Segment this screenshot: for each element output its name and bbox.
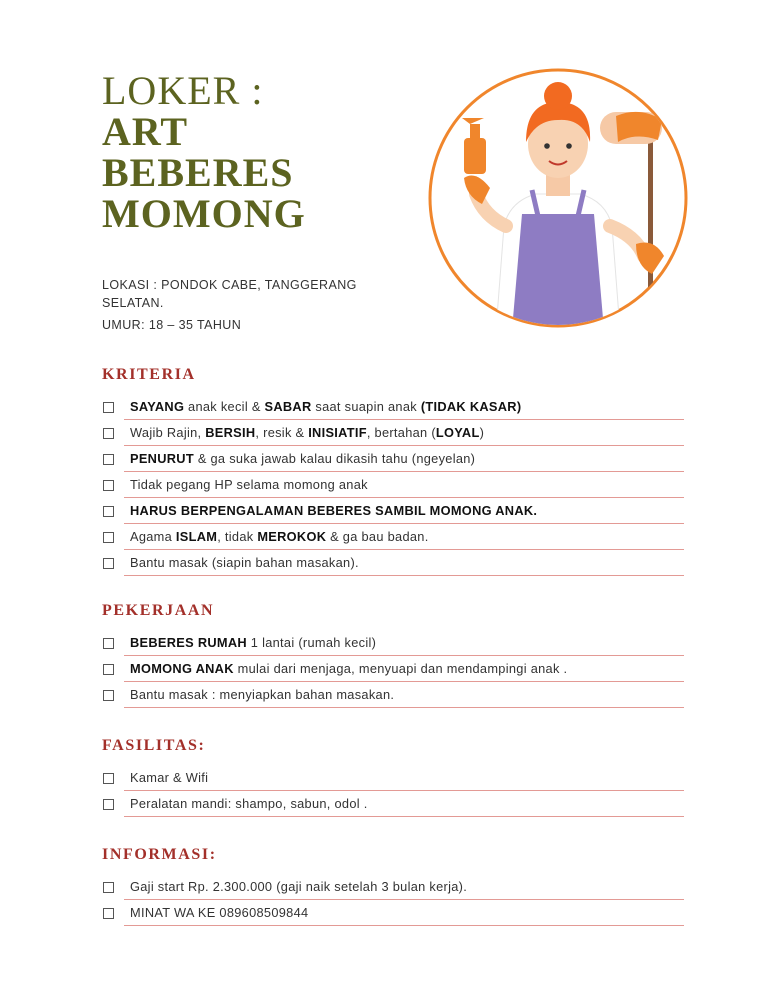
text-segment: Kamar & Wifi [130, 770, 209, 785]
title-line-3: BEBERES [102, 150, 294, 195]
checklist-item [102, 874, 684, 900]
checkbox-icon [103, 506, 114, 517]
bold-segment: MEROKOK [257, 529, 327, 544]
checklist-item [102, 682, 684, 708]
checklist-item-text [130, 791, 368, 817]
title-line-1: LOKER : [102, 68, 264, 113]
text-segment: , tidak [217, 529, 258, 544]
checklist-item [102, 791, 684, 817]
checklist-item [102, 472, 684, 498]
text-segment: Gaji start Rp. 2.300.000 (gaji naik setelah 3 bulan kerja). [130, 879, 468, 894]
checkbox-icon [103, 428, 114, 439]
checklist-item-text [130, 446, 475, 472]
bold-segment: HARUS BERPENGALAMAN BEBERES SAMBIL MOMONG ANAK. [130, 503, 538, 518]
text-segment: MINAT WA KE 089608509844 [130, 905, 309, 920]
bold-segment: PENURUT [130, 451, 194, 466]
checklist [102, 874, 684, 926]
checklist-item [102, 550, 684, 576]
text-segment: , bertahan ( [366, 425, 436, 440]
checkbox-icon [103, 664, 114, 675]
text-segment: Bantu masak : menyiapkan bahan masakan. [130, 687, 395, 702]
flyer-title [102, 70, 432, 234]
section-heading: PEKERJAAN [102, 602, 215, 619]
checklist-item-text [130, 498, 537, 524]
title-line-4: MOMONG [102, 191, 306, 236]
age-text: UMUR: 18 – 35 TAHUN [102, 318, 242, 332]
checkbox-icon [103, 773, 114, 784]
text-segment: 1 lantai (rumah kecil) [246, 635, 377, 650]
bold-segment: (TIDAK KASAR) [420, 399, 522, 414]
checklist-item-text [130, 472, 368, 498]
bold-segment: BERSIH [205, 425, 256, 440]
text-segment: Agama [130, 529, 176, 544]
job-info [102, 276, 402, 334]
checklist-item-text [130, 550, 359, 576]
text-segment: ) [479, 425, 485, 440]
checkbox-icon [103, 454, 114, 465]
checkbox-icon [103, 908, 114, 919]
section-fasilitas [102, 735, 684, 817]
checkbox-icon [103, 480, 114, 491]
bold-segment: ISLAM [175, 529, 218, 544]
text-segment: , resik & [255, 425, 309, 440]
section-pekerjaan [102, 600, 684, 708]
checkbox-icon [103, 690, 114, 701]
checkbox-icon [103, 799, 114, 810]
checkbox-icon [103, 402, 114, 413]
text-segment: Bantu masak (siapin bahan masakan). [130, 555, 359, 570]
text-segment: anak kecil & [184, 399, 265, 414]
checklist-item [102, 630, 684, 656]
bold-segment: MOMONG ANAK [130, 661, 234, 676]
checklist [102, 394, 684, 576]
checklist-item [102, 765, 684, 791]
text-segment: mulai dari menjaga, menyuapi dan mendampingi anak . [233, 661, 568, 676]
bold-segment: SABAR [264, 399, 312, 414]
checkbox-icon [103, 638, 114, 649]
checklist-item-text [130, 900, 308, 926]
bold-segment: SAYANG [130, 399, 185, 414]
checklist-item [102, 524, 684, 550]
checklist-item-text [130, 420, 484, 446]
checkbox-icon [103, 532, 114, 543]
checklist-item [102, 420, 684, 446]
checklist-item-text [130, 874, 467, 900]
checkbox-icon [103, 558, 114, 569]
checklist-item [102, 900, 684, 926]
section-kriteria [102, 364, 684, 576]
checkbox-icon [103, 882, 114, 893]
checklist-item-text [130, 656, 567, 682]
bold-segment: LOYAL [435, 425, 480, 440]
bold-segment: BEBERES RUMAH [130, 635, 247, 650]
checklist-item-text [130, 394, 521, 420]
location-text: LOKASI : PONDOK CABE, TANGGERANG SELATAN. [102, 278, 357, 310]
text-segment: Tidak pegang HP selama momong anak [130, 477, 368, 492]
text-segment: & ga bau badan. [326, 529, 429, 544]
item-divider [124, 575, 684, 576]
text-segment: & ga suka jawab kalau dikasih tahu (ngeyelan) [193, 451, 476, 466]
section-heading: KRITERIA [102, 366, 196, 383]
checklist-item [102, 446, 684, 472]
checklist-item-text [130, 682, 394, 708]
checklist [102, 630, 684, 708]
bold-segment: INISIATIF [308, 425, 367, 440]
section-informasi [102, 844, 684, 926]
checklist-item-text [130, 765, 208, 791]
text-segment: saat suapin anak [311, 399, 421, 414]
item-divider [124, 925, 684, 926]
checklist [102, 765, 684, 817]
item-divider [124, 816, 684, 817]
section-heading: INFORMASI: [102, 846, 217, 863]
section-heading: FASILITAS: [102, 737, 206, 754]
item-divider [124, 707, 684, 708]
checklist-item-text [130, 524, 429, 550]
text-segment: Peralatan mandi: shampo, sabun, odol . [130, 796, 368, 811]
checklist-item [102, 656, 684, 682]
checklist-item [102, 394, 684, 420]
text-segment: Wajib Rajin, [130, 425, 206, 440]
title-line-2: ART [102, 109, 189, 154]
checklist-item [102, 498, 684, 524]
housekeeper-illustration-icon [426, 66, 690, 330]
checklist-item-text [130, 630, 376, 656]
